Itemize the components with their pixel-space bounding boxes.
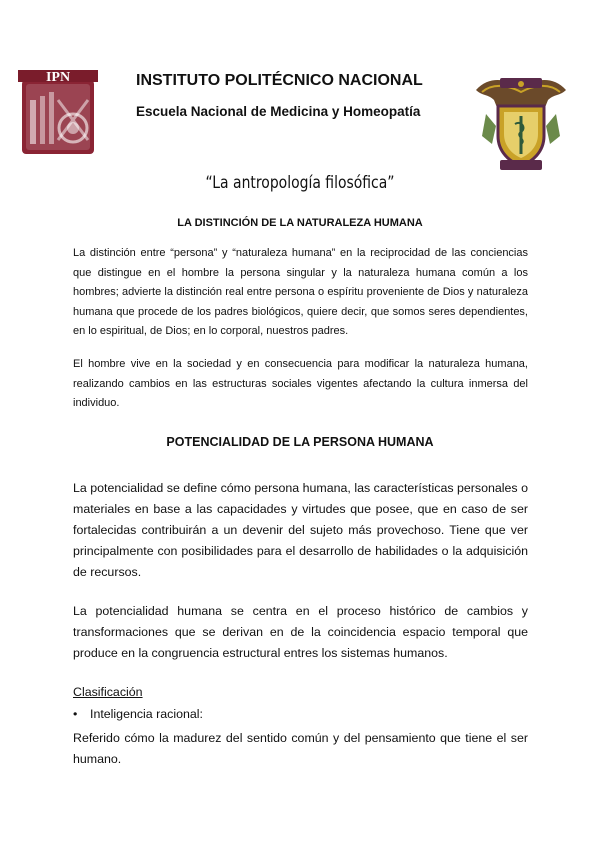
ipn-emblem-icon bbox=[18, 70, 98, 160]
ipn-logo-text: IPN bbox=[45, 70, 71, 85]
bullet-icon: • bbox=[73, 707, 78, 721]
paragraph: Referido cómo la madurez del sentido común y del pensamiento que tiene el ser humano. bbox=[73, 731, 528, 766]
document-title: “La antropología filosófica” bbox=[205, 173, 395, 193]
paragraph: La distinción entre “persona” y “naturaleza humana” en la reciprocidad de las conciencias que distingue en el hombre la persona singular y la naturaleza humana común a los hombres; advierte la distinción real entre persona o espíritu proveniente de Dios y naturaleza humana que procede de los padres biológicos, quiere decir, que somos seres dependientes, en lo espiritual, de Dios; en lo corporal, nuestros padres. bbox=[73, 247, 528, 338]
paragraph: La potencialidad se define cómo persona humana, las características personales o materiales en base a las capacidades y virtudes que posee, que en caso de ser fortalecidas contribuirán a un devenir del sujeto más provechoso. Tiene que ver principalmente con posibilidades para el desarrollo de habilidades o la adquisición de recursos. bbox=[73, 481, 528, 579]
ipn-logo bbox=[18, 70, 98, 160]
paragraph: La potencialidad humana se centra en el proceso histórico de cambios y transformaciones que se derivan en de la coincidencia espacio temporal que produce en la congruencia estructural entres los sistemas humanos. bbox=[73, 604, 528, 660]
section-heading-potencialidad: POTENCIALIDAD DE LA PERSONA HUMANA bbox=[166, 435, 434, 449]
classification-heading: Clasificación bbox=[73, 685, 143, 699]
school-name: Escuela Nacional de Medicina y Homeopatía bbox=[136, 104, 421, 119]
shield-eagle-icon bbox=[470, 70, 572, 174]
bullet-list-item bbox=[73, 707, 203, 721]
escuela-shield-logo bbox=[470, 70, 572, 174]
institution-name: INSTITUTO POLITÉCNICO NACIONAL bbox=[136, 72, 423, 89]
paragraph: El hombre vive en la sociedad y en consecuencia para modificar la naturaleza humana, realizando cambios en las estructuras sociales vigentes afectando la cultura inmersa del individuo. bbox=[73, 358, 528, 410]
section-heading-distincion: LA DISTINCIÓN DE LA NATURALEZA HUMANA bbox=[177, 217, 423, 229]
bullet-item-label: Inteligencia racional: bbox=[90, 707, 203, 721]
